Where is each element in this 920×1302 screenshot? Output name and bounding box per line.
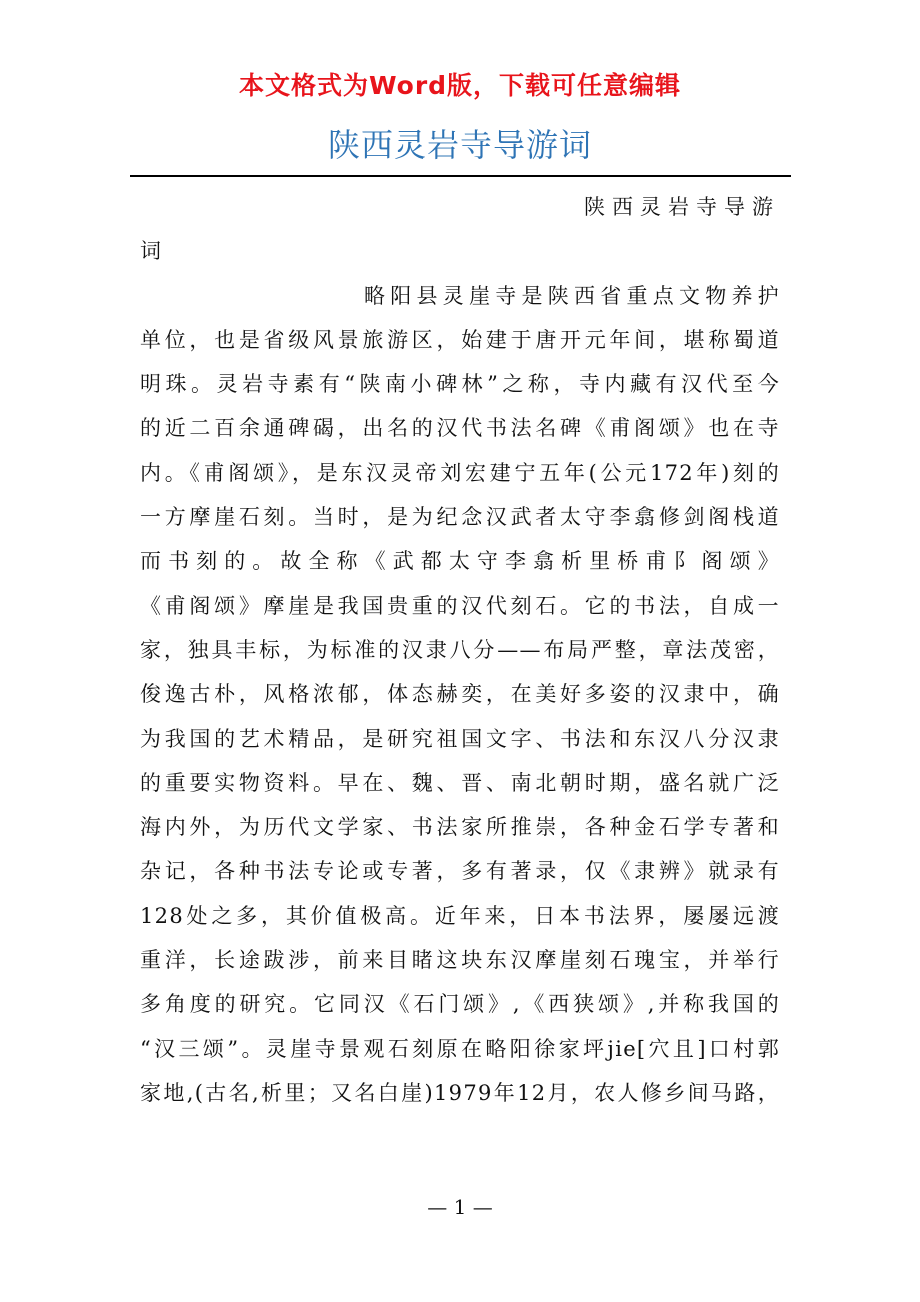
paragraph-line: 的重要实物资料。早在、魏、晋、南北朝时期，盛名就广泛 bbox=[140, 770, 780, 795]
paragraph-line: 杂记，各种书法专论或专著，多有著录，仅《隶辨》就录有 bbox=[140, 859, 780, 884]
paragraph-line: 重洋，长途跋涉，前来目睹这块东汉摩崖刻石瑰宝，并举行 bbox=[140, 948, 780, 973]
document-title: 陕西灵岩寺导游词 bbox=[327, 126, 592, 164]
page-number: — 1 — bbox=[427, 1195, 493, 1219]
paragraph-line: 明珠。灵岩寺素有“陕南小碑林”之称，寺内藏有汉代至今 bbox=[140, 372, 780, 397]
paragraph-line: “汉三颂”。灵崖寺景观石刻原在略阳徐家坪jie[穴且]口村郭 bbox=[140, 1036, 780, 1061]
paragraph-line: 家，独具丰标，为标准的汉隶八分——布局严整，章法茂密， bbox=[140, 637, 780, 662]
paragraph-line: 俊逸古朴，风格浓郁，体态赫奕，在美好多姿的汉隶中，确 bbox=[140, 682, 780, 707]
paragraph-line: 内。《甫阁颂》，是东汉灵帝刘宏建宁五年(公元172年)刻的 bbox=[140, 460, 780, 485]
paragraph-line: 家地,(古名,析里；又名白崖)1979年12月，农人修乡间马路， bbox=[140, 1080, 780, 1105]
paragraph-line: 而书刻的。故全称《武都太守李翕析里桥甫阝阁颂》 bbox=[140, 549, 780, 574]
document-body bbox=[140, 185, 780, 1115]
body-title-line-cont: 词 bbox=[140, 239, 163, 264]
paragraph-line: 略阳县灵崖寺是陕西省重点文物养护 bbox=[364, 283, 780, 308]
paragraph-line: 《甫阁颂》摩崖是我国贵重的汉代刻石。它的书法，自成一 bbox=[140, 593, 780, 618]
paragraph-line: 单位，也是省级风景旅游区，始建于唐开元年间，堪称蜀道 bbox=[140, 327, 780, 352]
format-notice-banner: 本文格式为Word版，下载可任意编辑 bbox=[238, 71, 682, 100]
body-title-line: 陕西灵岩寺导游 bbox=[584, 195, 780, 219]
paragraph-line: 多角度的研究。它同汉《石门颂》,《西狭颂》,并称我国的 bbox=[140, 992, 780, 1017]
paragraph-line: 128处之多，其价值极高。近年来，日本书法界，屡屡远渡 bbox=[140, 903, 780, 928]
paragraph-line: 海内外，为历代文学家、书法家所推崇，各种金石学专著和 bbox=[140, 815, 780, 840]
paragraph-line: 为我国的艺术精品，是研究祖国文字、书法和东汉八分汉隶 bbox=[140, 726, 780, 751]
paragraph-line: 的近二百余通碑碣，出名的汉代书法名碑《甫阁颂》也在寺 bbox=[140, 416, 780, 441]
paragraph-line: 一方摩崖石刻。当时，是为纪念汉武者太守李翕修剑阁栈道 bbox=[140, 505, 780, 530]
header-divider bbox=[130, 175, 791, 177]
